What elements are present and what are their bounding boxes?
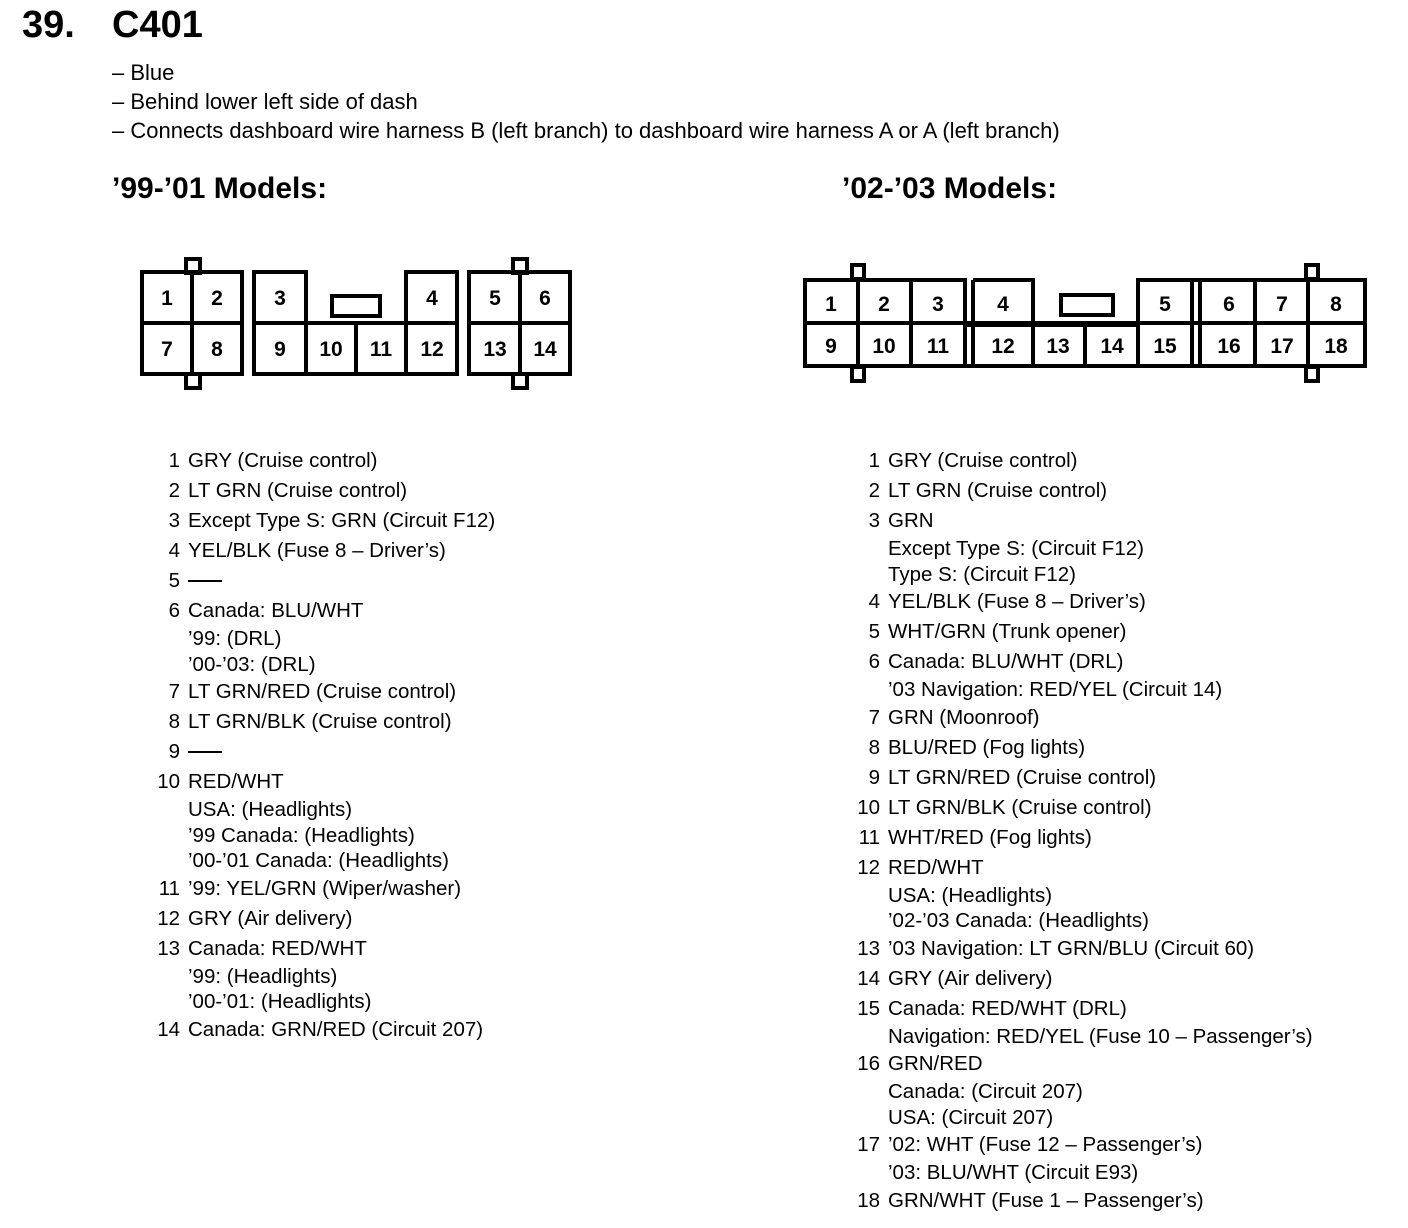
pin-row	[854, 1049, 1313, 1130]
pin-number: 11	[858, 825, 880, 849]
pin-row	[854, 994, 1313, 1050]
pin-wire: RED/WHT	[888, 855, 984, 879]
pin-description	[188, 596, 363, 677]
connector-description	[112, 58, 1060, 145]
cell-label: 4	[426, 287, 438, 310]
pin-row	[154, 1015, 495, 1045]
pin-description	[888, 1130, 1202, 1186]
pin-number: 14	[157, 1017, 180, 1041]
pin-detail: ’00-’03: (DRL)	[188, 652, 316, 676]
pin-number: 9	[868, 765, 880, 789]
pin-wire: Except Type S: GRN (Circuit F12)	[188, 509, 496, 532]
cell-label: 12	[991, 335, 1015, 358]
pin-wire: YEL/BLK (Fuse 8 – Driver’s)	[888, 590, 1146, 613]
pin-number: 7	[868, 705, 880, 729]
pin-row	[854, 587, 1313, 617]
pin-row	[854, 703, 1313, 733]
cell-label: 18	[1324, 335, 1348, 358]
pin-number: 5	[168, 569, 180, 592]
pin-description	[188, 476, 407, 506]
cell-label: 5	[1159, 293, 1171, 316]
cell-label: 17	[1270, 335, 1294, 358]
cell-label: 10	[319, 338, 343, 361]
pin-detail: USA: (Circuit 207)	[888, 1105, 1054, 1129]
pin-description	[888, 506, 1144, 587]
pin-number: 12	[157, 906, 180, 930]
pin-row	[854, 1186, 1313, 1216]
pin-detail: ’00-’01 Canada: (Headlights)	[188, 849, 449, 872]
pin-row	[154, 707, 495, 737]
pin-row	[854, 934, 1313, 964]
cell-label: 13	[483, 338, 507, 361]
pin-description	[188, 934, 371, 1015]
pin-row	[854, 964, 1313, 994]
pin-wire: GRN	[888, 509, 934, 532]
right-models-title: ’02-’03 Models:	[842, 172, 1058, 205]
cell-label: 3	[274, 287, 286, 310]
pin-row	[854, 763, 1313, 793]
pin-row	[154, 446, 495, 476]
pin-wire: GRY (Air delivery)	[188, 906, 353, 930]
pin-number: 5	[868, 620, 880, 643]
unused-pin-dash	[188, 751, 222, 753]
pin-row	[154, 737, 495, 767]
pin-number: 1	[168, 449, 180, 472]
pin-wire: BLU/RED (Fog lights)	[888, 735, 1086, 759]
cell-label: 1	[161, 287, 173, 310]
pin-description	[888, 793, 1152, 823]
cell-label: 2	[211, 287, 223, 310]
pin-wire: WHT/RED (Fog lights)	[888, 825, 1092, 849]
pin-number: 15	[857, 996, 880, 1020]
pin-detail: ’03 Navigation: RED/YEL (Circuit 14)	[888, 678, 1223, 701]
cell-label: 4	[997, 293, 1009, 316]
pin-description	[888, 587, 1146, 617]
pin-description	[188, 707, 452, 737]
pin-wire: Canada: BLU/WHT	[188, 599, 364, 622]
pin-number: 18	[857, 1188, 880, 1212]
cell-label: 16	[1217, 335, 1241, 358]
connector-face-02-03	[795, 255, 1385, 395]
pin-description	[888, 994, 1313, 1050]
pin-wire: GRY (Cruise control)	[188, 449, 378, 472]
cell-label: 15	[1153, 335, 1177, 358]
pin-wire: LT GRN (Cruise control)	[888, 479, 1108, 502]
pin-detail: ’99: (DRL)	[188, 627, 282, 650]
connector-id: C401	[112, 4, 203, 46]
pin-detail: USA: (Headlights)	[188, 798, 353, 821]
pin-description	[188, 767, 449, 874]
pin-wire: GRN (Moonroof)	[888, 705, 1040, 729]
pin-wire: ’02: WHT (Fuse 12 – Passenger’s)	[888, 1133, 1203, 1156]
pin-description	[188, 737, 222, 767]
pin-number: 8	[168, 710, 180, 733]
pin-number: 2	[868, 479, 880, 502]
pin-description	[888, 934, 1254, 964]
pin-wire: GRY (Air delivery)	[888, 966, 1053, 990]
cell-label: 14	[1100, 335, 1124, 358]
cell-label: 8	[1330, 293, 1342, 316]
pin-number: 1	[868, 449, 880, 472]
pin-wire: RED/WHT	[188, 770, 284, 793]
pin-number: 11	[158, 876, 180, 900]
pin-description	[888, 617, 1126, 647]
pin-description	[888, 964, 1052, 994]
cell-label: 9	[274, 338, 286, 361]
pin-description	[888, 763, 1156, 793]
pin-description	[188, 536, 446, 566]
cell-label: 11	[926, 335, 950, 358]
pin-wire: GRY (Cruise control)	[888, 449, 1078, 472]
pin-number: 8	[868, 735, 880, 759]
pin-description	[188, 1015, 483, 1045]
cell-label: 1	[825, 293, 837, 316]
cell-label: 14	[533, 338, 557, 361]
pin-detail: Type S: (Circuit F12)	[888, 562, 1076, 586]
pin-detail: ’03: BLU/WHT (Circuit E93)	[888, 1161, 1139, 1184]
pin-list-99-01	[154, 446, 495, 1045]
cell-label: 13	[1046, 335, 1070, 358]
pin-row	[154, 596, 495, 677]
pin-description	[188, 566, 222, 596]
pin-description	[188, 904, 352, 934]
pin-number: 4	[168, 539, 180, 562]
pin-number: 4	[868, 590, 880, 613]
description-location: – Behind lower left side of dash	[112, 89, 418, 114]
pin-row	[154, 566, 495, 596]
pin-number: 13	[157, 936, 180, 960]
description-color: – Blue	[112, 60, 175, 85]
pin-wire: LT GRN/BLK (Cruise control)	[888, 795, 1152, 819]
pin-number: 13	[857, 936, 880, 960]
cell-label: 12	[420, 338, 444, 361]
pin-wire: LT GRN/RED (Cruise control)	[888, 765, 1157, 789]
pin-row	[154, 934, 495, 1015]
pin-row	[854, 506, 1313, 587]
pin-number: 12	[857, 855, 880, 879]
cell-label: 7	[1276, 293, 1288, 316]
pin-number: 9	[168, 740, 180, 763]
pin-row	[854, 647, 1313, 703]
pin-detail: Canada: (Circuit 207)	[888, 1080, 1083, 1103]
pin-number: 3	[868, 509, 880, 532]
pin-wire: Canada: RED/WHT (DRL)	[888, 996, 1127, 1020]
pin-row	[154, 476, 495, 506]
pin-description	[888, 1049, 1083, 1130]
pin-description	[888, 1186, 1204, 1216]
pin-wire: Canada: GRN/RED (Circuit 207)	[188, 1017, 484, 1041]
pin-row	[154, 506, 495, 536]
pin-wire: ’03 Navigation: LT GRN/BLU (Circuit 60)	[888, 936, 1255, 960]
pin-wire: WHT/GRN (Trunk opener)	[888, 620, 1127, 643]
pin-description	[888, 733, 1085, 763]
cell-label: 11	[369, 338, 393, 361]
pin-row	[854, 793, 1313, 823]
pin-number: 10	[157, 770, 180, 793]
cell-label: 8	[211, 338, 223, 361]
pin-description	[188, 874, 461, 904]
cell-label: 5	[489, 287, 501, 310]
pin-number: 16	[857, 1052, 880, 1075]
pin-wire: GRN/WHT (Fuse 1 – Passenger’s)	[888, 1188, 1204, 1212]
cell-label: 2	[878, 293, 890, 316]
cell-label: 10	[872, 335, 896, 358]
pin-description	[888, 476, 1107, 506]
pin-wire: Canada: RED/WHT	[188, 936, 367, 960]
pin-detail: ’02-’03 Canada: (Headlights)	[888, 909, 1149, 932]
section-number: 39.	[22, 4, 75, 46]
pin-row	[854, 476, 1313, 506]
pin-wire: LT GRN/RED (Cruise control)	[188, 680, 457, 703]
pin-row	[854, 1130, 1313, 1186]
description-connection: – Connects dashboard wire harness B (left branch) to dashboard wire harness A or A (left branch)	[112, 118, 1060, 143]
pin-row	[854, 733, 1313, 763]
cell-label: 9	[825, 335, 837, 358]
cell-label: 7	[161, 338, 173, 361]
pin-row	[154, 767, 495, 874]
pin-row	[154, 904, 495, 934]
pin-description	[188, 677, 456, 707]
pin-description	[188, 446, 378, 476]
pin-description	[188, 506, 495, 536]
pin-detail: Navigation: RED/YEL (Fuse 10 – Passenger’s)	[888, 1024, 1313, 1048]
pin-row	[154, 677, 495, 707]
pin-description	[888, 853, 1149, 934]
pin-number: 10	[857, 795, 880, 819]
pin-row	[854, 446, 1313, 476]
cell-label: 3	[932, 293, 944, 316]
pin-wire: ’99: YEL/GRN (Wiper/washer)	[188, 876, 462, 900]
pin-description	[888, 446, 1078, 476]
pin-row	[154, 874, 495, 904]
pin-detail: USA: (Headlights)	[888, 883, 1053, 907]
pin-wire: Canada: BLU/WHT (DRL)	[888, 650, 1124, 673]
cell-label: 6	[1223, 293, 1235, 316]
pin-description	[888, 703, 1040, 733]
connector-face-99-01	[130, 250, 590, 400]
left-models-title: ’99-’01 Models:	[112, 172, 328, 205]
pin-detail: Except Type S: (Circuit F12)	[888, 537, 1144, 560]
pin-wire: LT GRN (Cruise control)	[188, 479, 408, 502]
pin-list-02-03	[854, 446, 1313, 1216]
pin-description	[888, 647, 1222, 703]
pin-number: 6	[868, 650, 880, 673]
pin-row	[854, 617, 1313, 647]
unused-pin-dash	[188, 580, 222, 582]
pin-number: 14	[857, 966, 880, 990]
pin-wire: YEL/BLK (Fuse 8 – Driver’s)	[188, 539, 446, 562]
pin-detail: ’99: (Headlights)	[188, 964, 338, 988]
cell-label: 6	[539, 287, 551, 310]
pin-number: 3	[168, 509, 180, 532]
pin-detail: ’99 Canada: (Headlights)	[188, 823, 415, 847]
pin-row	[854, 853, 1313, 934]
pin-row	[154, 536, 495, 566]
pin-number: 6	[168, 599, 180, 622]
pin-number: 7	[168, 680, 180, 703]
pin-wire: GRN/RED	[888, 1052, 983, 1075]
pin-detail: ’00-’01: (Headlights)	[188, 990, 372, 1013]
pin-number: 2	[168, 479, 180, 502]
pin-wire: LT GRN/BLK (Cruise control)	[188, 710, 452, 733]
pin-description	[888, 823, 1092, 853]
pin-number: 17	[857, 1133, 880, 1156]
pin-row	[854, 823, 1313, 853]
